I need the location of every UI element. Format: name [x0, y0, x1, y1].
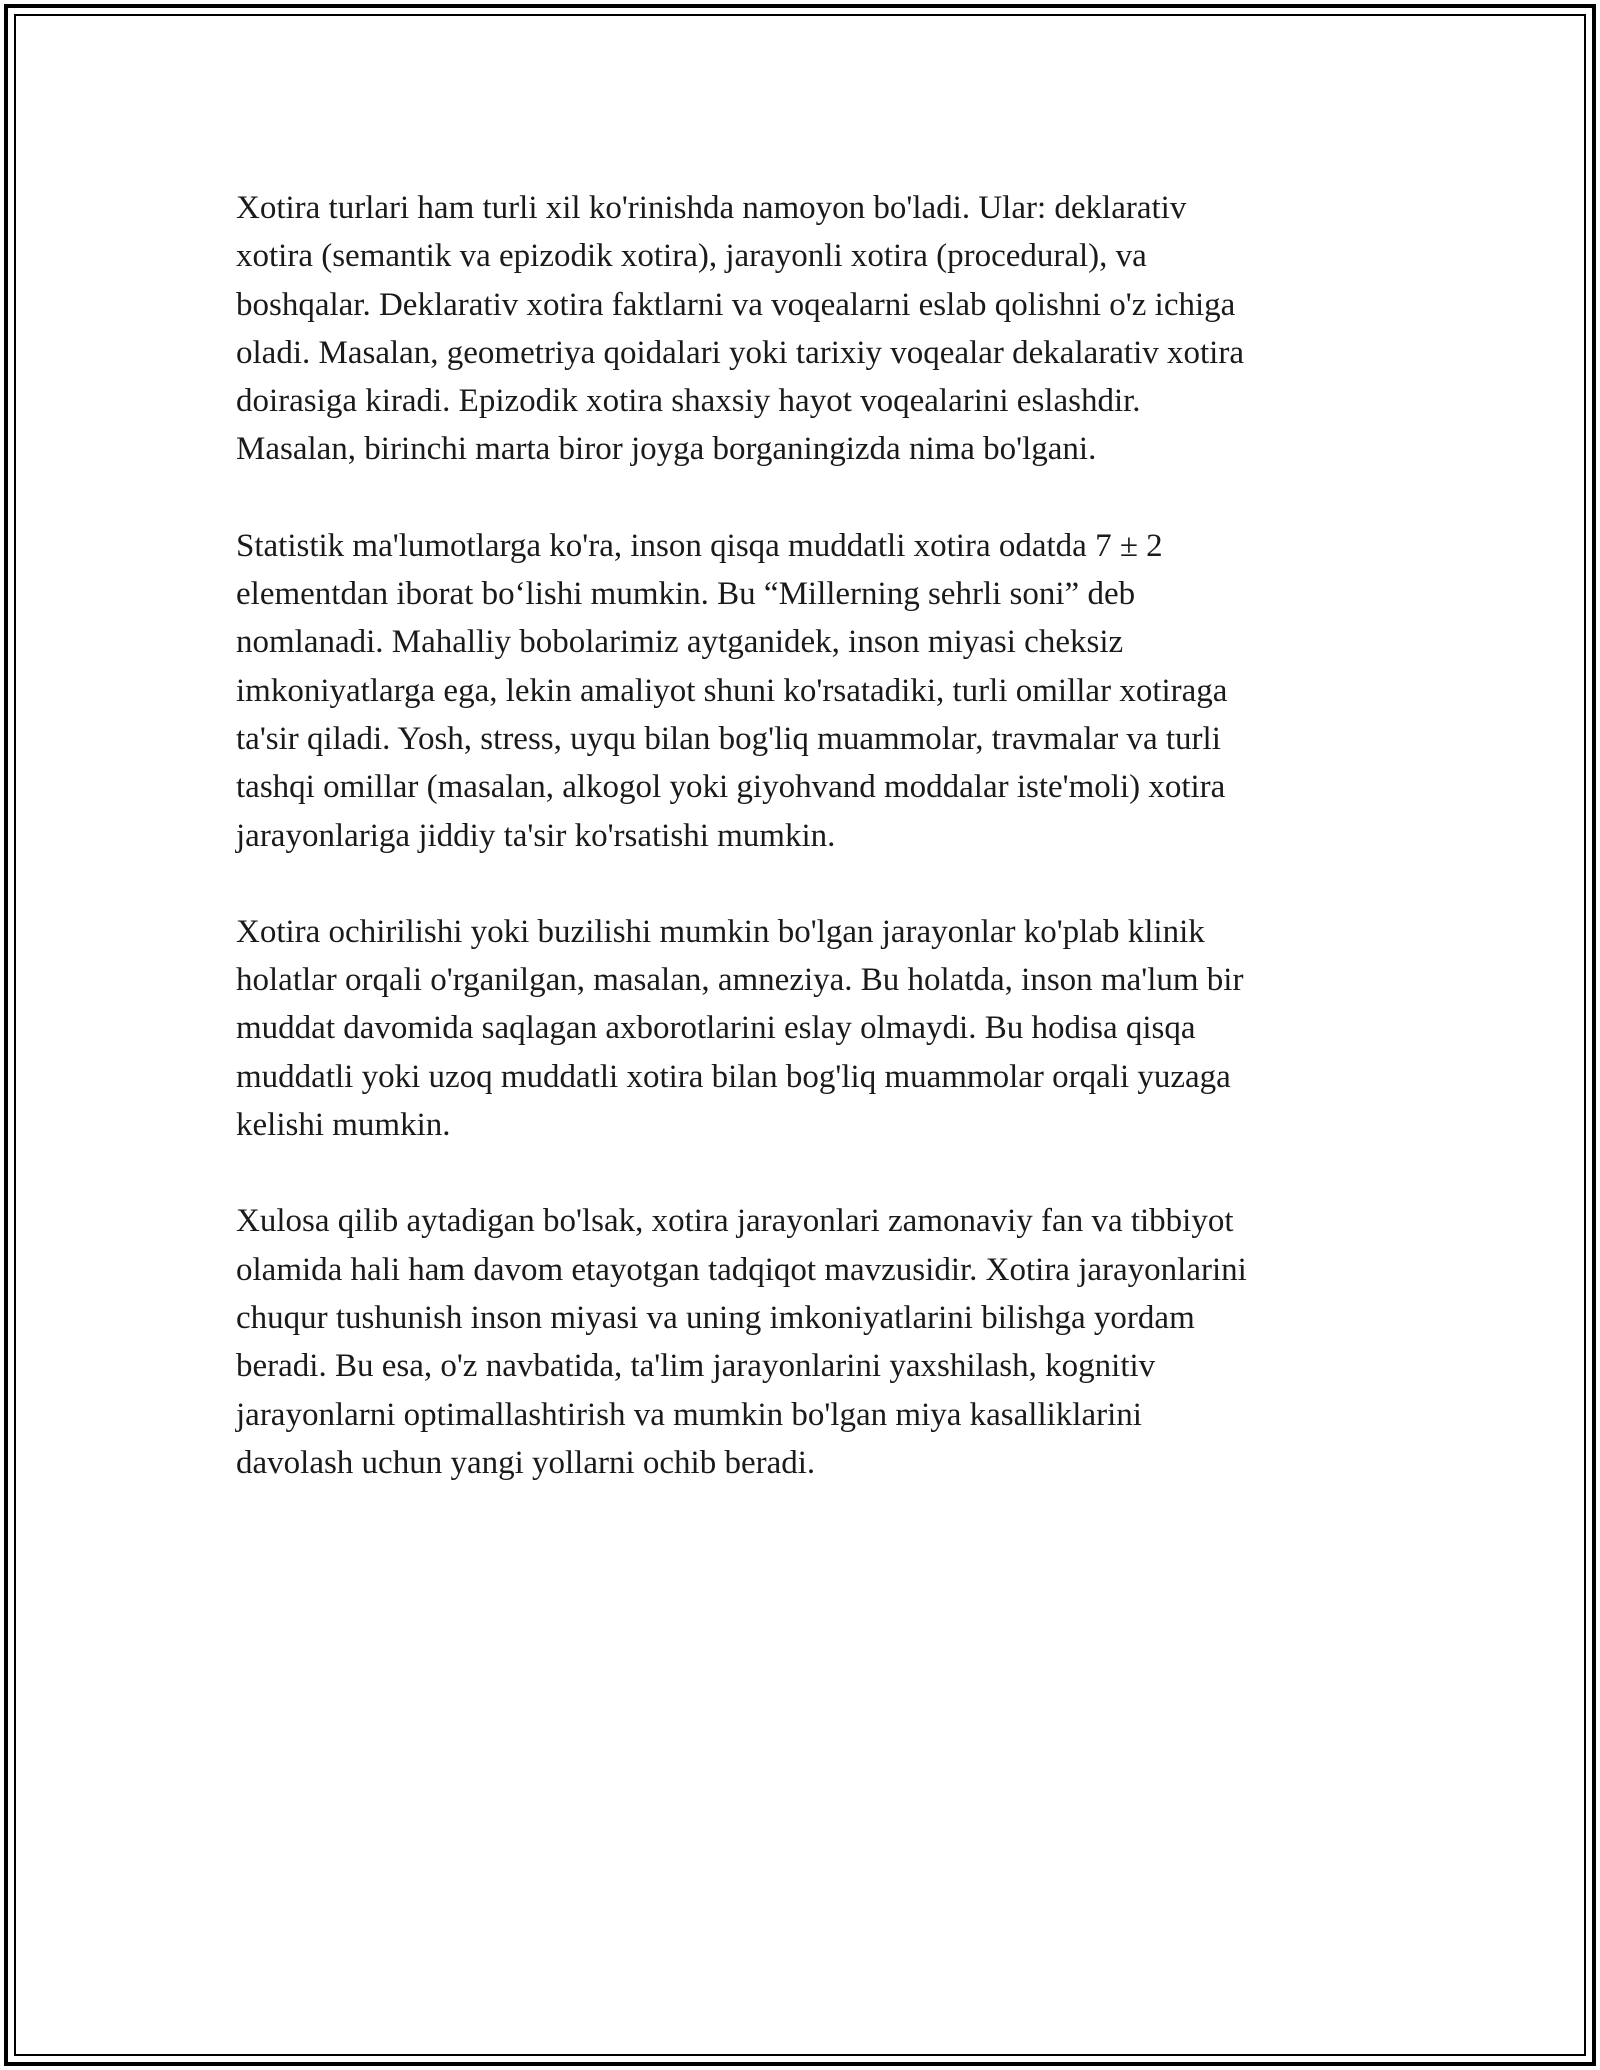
paragraph-conclusion: Xulosa qilib aytadigan bo'lsak, xotira jarayonlari zamonaviy fan va tibbiyot olamida hali ham davom etayotgan tadqiqot mavzusidir. Xotira jarayonlarini chuqur tushunish inson miyasi va uning imkoniyatlarini bilishga yordam beradi. Bu esa, o'z navbatida, ta'lim jarayonlarini yaxshilash, kognitiv jarayonlarni optimallashtirish va mumkin bo'lgan miya kasalliklarini davolash uchun yangi yollarni ochib beradi.: [236, 1203, 1247, 1481]
paragraph-memory-types: Xotira turlari ham turli xil ko'rinishda namoyon bo'ladi. Ular: deklarativ xotira (semantik va epizodik xotira), jarayonli xotira (procedural), va boshqalar. Deklarativ xotira faktlarni va voqealarni eslab qolishni o'z ichiga oladi. Masalan, geometriya qoidalari yoki tarixiy voqealar dekalarativ xotira doirasiga kiradi. Epizodik xotira shaxsiy hayot voqealarini eslashdir. Masalan, birinchi marta biror joyga borganingizda nima bo'lgani.: [236, 190, 1244, 468]
paragraph-short-term-memory: Statistik ma'lumotlarga ko'ra, inson qisqa muddatli xotira odatda 7 ± 2 elementdan iborat bo‘lishi mumkin. Bu “Millerning sehrli soni” deb nomlanadi. Mahalliy bobolarimiz aytganidek, inson miyasi cheksiz imkoniyatlarga ega, lekin amaliyot shuni ko'rsatadiki, turli omillar xotiraga ta'sir qiladi. Yosh, stress, uyqu bilan bog'liq muammolar, travmalar va turli tashqi omillar (masalan, alkogol yoki giyohvand moddalar iste'moli) xotira jarayonlariga jiddiy ta'sir ko'rsatishi mumkin.: [236, 527, 1228, 854]
document-body: [236, 184, 1376, 1535]
paragraph-memory-loss: Xotira ochirilishi yoki buzilishi mumkin bo'lgan jarayonlar ko'plab klinik holatlar orqali o'rganilgan, masalan, amneziya. Bu holatda, inson ma'lum bir muddat davomida saqlagan axborotlarini eslay olmaydi. Bu hodisa qisqa muddatli yoki uzoq muddatli xotira bilan bog'liq muammolar orqali yuzaga kelishi mumkin.: [236, 913, 1244, 1144]
